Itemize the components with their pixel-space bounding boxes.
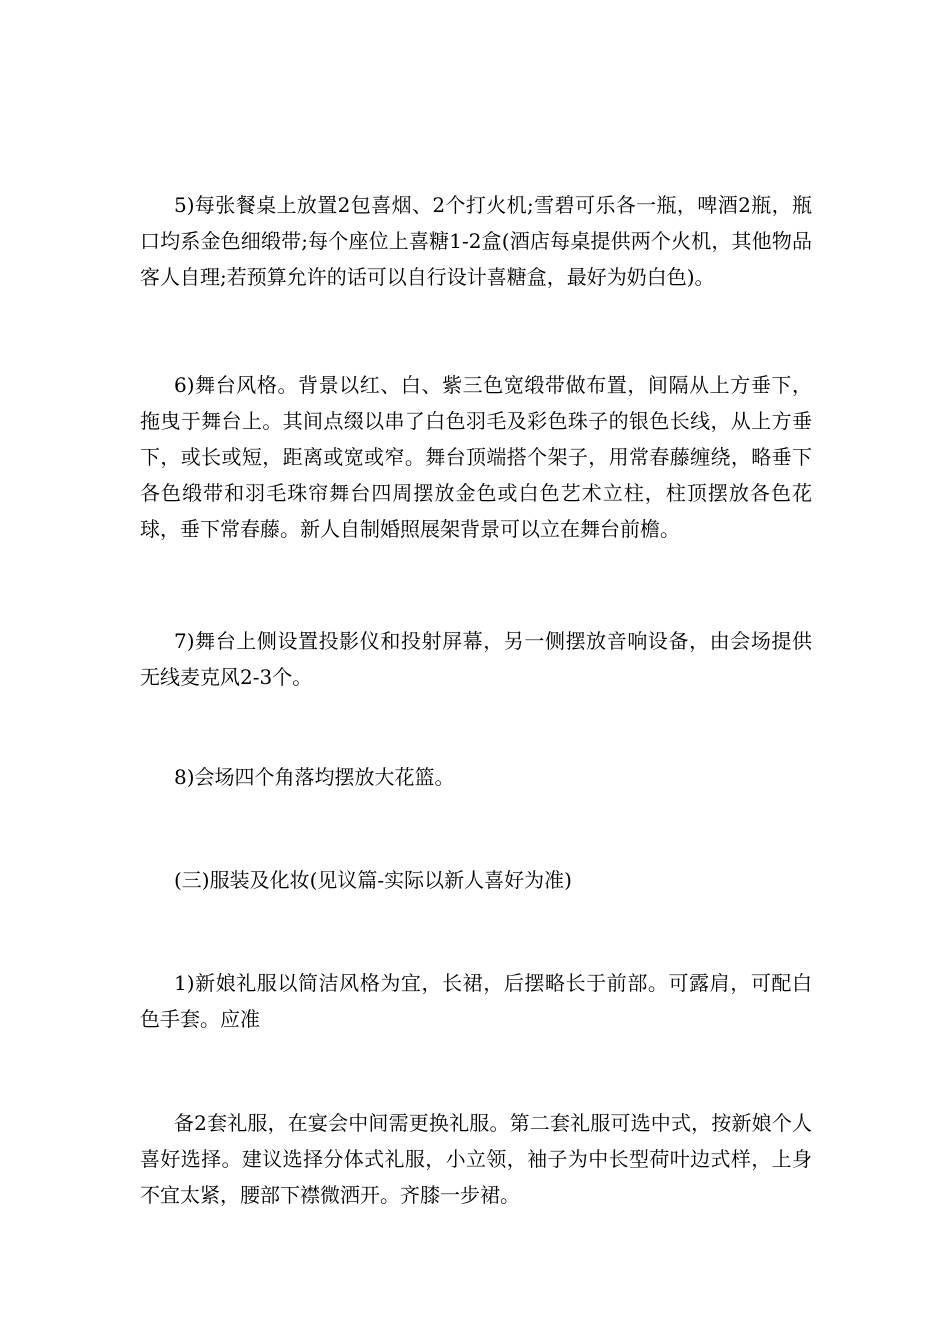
paragraph-bride-gown: 1)新娘礼服以简洁风格为宜，长裙，后摆略长于前部。可露肩，可配白色手套。应准	[140, 971, 812, 1031]
paragraph-second-gown: 备2套礼服，在宴会中间需更换礼服。第二套礼服可选中式，按新娘个人喜好选择。建议选择分体式礼服，小立领，袖子为中长型荷叶边式样，上身不宜太紧，腰部下襟微洒开。齐膝一步裙。	[140, 1111, 812, 1207]
paragraph-stage-style: 6)舞台风格。背景以红、白、紫三色宽缎带做布置，间隔从上方垂下，拖曳于舞台上。其间点缀以串了白色羽毛及彩色珠子的银色长线，从上方垂下，或长或短，距离或宽或窄。舞台顶端搭个架子，用常春藤缠绕，略垂下各色缎带和羽毛珠帘舞台四周摆放金色或白色艺术立柱，柱顶摆放各色花球，垂下常春藤。新人自制婚照展架背景可以立在舞台前檐。	[140, 373, 812, 541]
paragraph-flower-baskets: 8)会场四个角落均摆放大花篮。	[174, 765, 455, 789]
paragraph-table-items: 5)每张餐桌上放置2包喜烟、2个打火机;雪碧可乐各一瓶，啤酒2瓶，瓶口均系金色细缎带;每个座位上喜糖1-2盒(酒店每桌提供两个火机，其他物品客人自理;若预算允许的话可以自行设计喜糖盒，最好为奶白色)。	[140, 193, 812, 289]
paragraph-stage-equipment: 7)舞台上侧设置投影仪和投射屏幕，另一侧摆放音响设备，由会场提供无线麦克风2-3个。	[140, 629, 812, 689]
section-heading-attire-makeup: (三)服装及化妆(见议篇-实际以新人喜好为准)	[174, 868, 572, 892]
